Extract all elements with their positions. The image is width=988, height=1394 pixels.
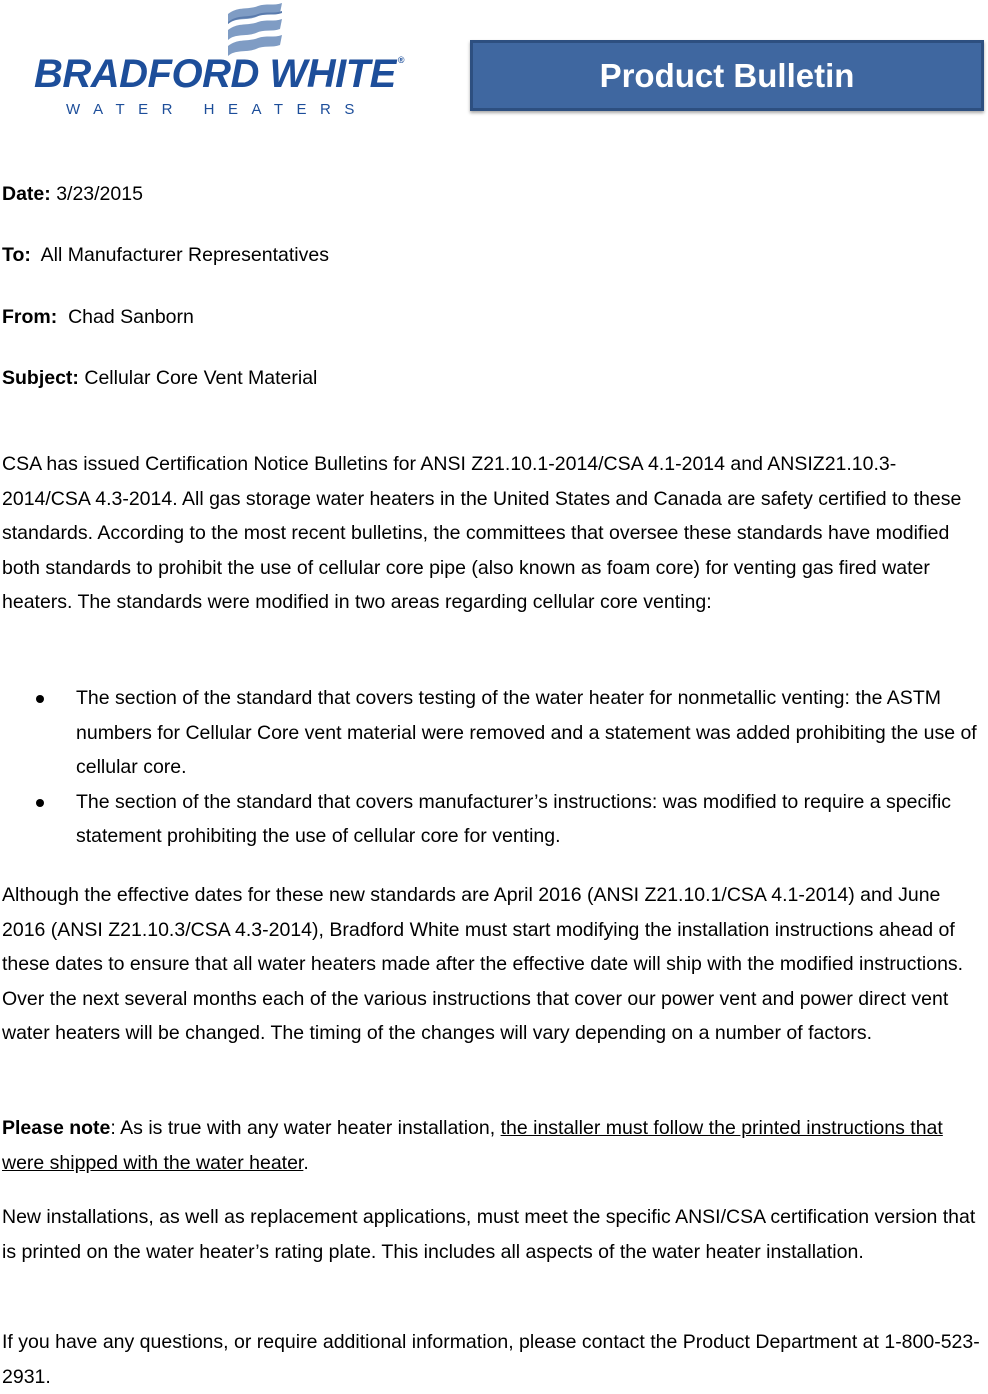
note-end: .	[303, 1151, 309, 1174]
note-label: Please note	[2, 1117, 111, 1139]
note-underlined: the installer must follow the printed instructions that were shipped with the water heater	[2, 1117, 943, 1174]
to-value: All Manufacturer Representatives	[40, 244, 329, 266]
date-label: Date:	[2, 183, 51, 205]
registered-mark: ®	[397, 55, 404, 65]
contact-paragraph: If you have any questions, or require additional information, please contact the Product Department at 1-800-523-2931.	[2, 1331, 980, 1388]
memo-subject	[2, 366, 317, 390]
from-label: From:	[2, 306, 58, 328]
intro-paragraph: CSA has issued Certification Notice Bulletins for ANSI Z21.10.1-2014/CSA 4.1-2014 and ANSIZ21.10.3-2014/CSA 4.3-2014. All gas storage water heaters in the United States and Canada are safety certified to these standards. According to the most recent bulletins, the committees that oversee these standards have modified both standards to prohibit the use of cellular core pipe (also known as foam core) for venting gas fired water heaters. The standards were modified in two areas regarding cellular core venting:	[2, 453, 962, 613]
memo-to	[2, 243, 329, 267]
subject-value: Cellular Core Vent Material	[84, 367, 318, 389]
list-item	[2, 785, 982, 854]
product-bulletin-banner	[470, 40, 984, 111]
bullet-icon	[36, 799, 44, 807]
bullet-text: The section of the standard that covers manufacturer’s instructions: was modified to require a specific statement prohibiting the use of cellular core for venting.	[76, 790, 952, 847]
bullet-text: The section of the standard that covers testing of the water heater for nonmetallic venting: the ASTM numbers for Cellular Core vent material were removed and a statement was added prohibiting the use of cellular core.	[76, 687, 977, 778]
memo-date	[2, 182, 143, 206]
date-value: 3/23/2015	[56, 183, 143, 205]
brand-name: BRADFORD WHITE	[34, 52, 396, 96]
list-item	[2, 681, 982, 785]
note-text: : As is true with any water heater installation,	[110, 1117, 501, 1139]
new-installations-paragraph: New installations, as well as replacement applications, must meet the specific ANSI/CSA certification version that is printed on the water heater’s rating plate. This includes all aspects of the water heater installation.	[2, 1206, 976, 1263]
please-note-paragraph	[2, 1111, 982, 1180]
bullet-icon	[36, 695, 44, 703]
effective-dates-paragraph: Although the effective dates for these new standards are April 2016 (ANSI Z21.10.1/CSA 4.1-2014) and June 2016 (ANSI Z21.10.3/CSA 4.3-2014), Bradford White must start modifying the installation instructions ahead of these dates to ensure that all water heaters made after the effective date will ship with the modified instructions. Over the next several months each of the various instructions that cover our power vent and power direct vent water heaters will be changed. The timing of the changes will vary depending on a number of factors.	[2, 884, 964, 1044]
bradford-white-logo	[30, 0, 430, 125]
subject-label: Subject:	[2, 367, 79, 389]
memo-from	[2, 305, 194, 329]
to-label: To:	[2, 244, 31, 266]
product-bulletin-title: Product Bulletin	[599, 56, 855, 94]
brand-tagline: WATER HEATERS	[66, 101, 368, 118]
brand-wordmark	[34, 50, 404, 98]
bullet-list	[2, 681, 982, 854]
from-value: Chad Sanborn	[68, 306, 194, 328]
